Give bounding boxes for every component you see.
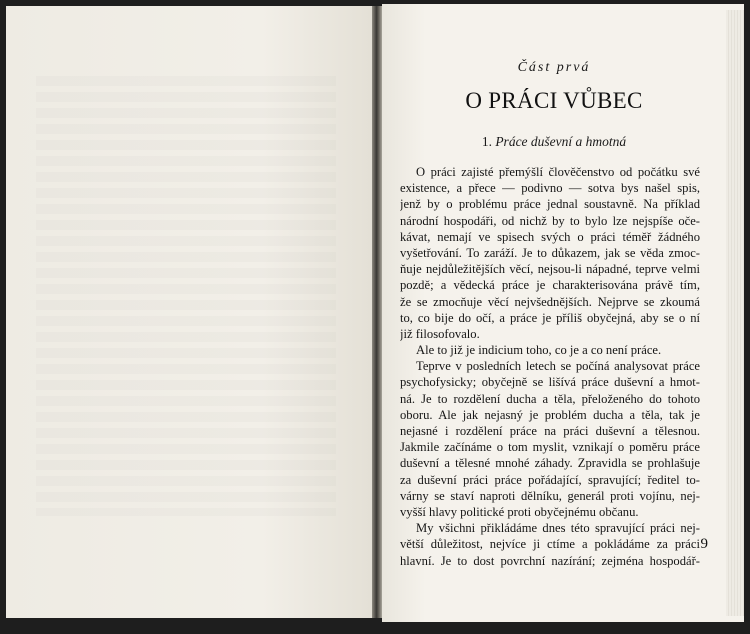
text-line: ňuje nejdůležitějších věcí, nejsou-li nápadné, teprve velmi (400, 262, 700, 277)
text-line: psychofysicky; obyčejně se lišívá práce duševní a hmot- (400, 375, 700, 390)
text-line: to, co bije do očí, a práce je příliš obyčejná, aby se o ní (400, 310, 700, 325)
text-line: hlavní. Je to dost povrchní nazírání; zejména hospodář- (400, 553, 700, 568)
part-title: Část prvá (517, 60, 591, 75)
show-through-texture (36, 76, 336, 516)
book-gutter (372, 6, 382, 618)
text-line: jenž by o problému práce jednal soustavně. Na příklad (400, 197, 700, 212)
text-line: Teprve v posledních letech se počíná analysovat práce (416, 359, 700, 374)
section-number: 1. (481, 134, 492, 149)
section-heading (382, 134, 726, 150)
text-line: vyšetřování. To zaráží. Je to důkazem, jak se věda zmoc- (400, 245, 700, 260)
text-line: vyšší hlavy politické proti obyčejnému občanu. (400, 504, 639, 519)
text-line: O práci zajisté přemýšlí člověčenstvo od počátku své (416, 165, 700, 179)
text-line: kávat, nemají ve spisech svých o práci téměř žádného (400, 229, 700, 244)
text-line: za duševní práci práce pořádající, spravující; ředitel to- (400, 472, 700, 487)
text-line: duševní a tělesné mnohé záhady. Zpravidla se prohlašuje (400, 456, 700, 471)
text-line: pozdě; a vědecká práce je charakterisována právě tím, (400, 278, 700, 293)
text-line: nejasné i rozdělení práce na práci duševní a tělesnou. (400, 424, 700, 439)
section-title: Práce duševní a hmotná (495, 134, 627, 149)
text-line: existence, a přece — podivno — sotva bys našel spis, (400, 181, 700, 196)
chapter-title: O PRÁCI VŮBEC (465, 88, 643, 113)
text-line: Ale to již je indicium toho, co je a co není práce. (416, 343, 662, 358)
page-number: 9 (700, 536, 708, 552)
text-line: My všichni přikládáme dnes této spravující práci nej- (416, 521, 700, 536)
text-line: že se zmocňuje věcí nejvšednějších. Nejprve se zkoumá (400, 294, 700, 309)
body-text (400, 164, 700, 569)
text-line: již filosofovalo. (400, 326, 480, 341)
text-line: větší důležitost, nejvíce ji ctíme a pokládáme za práci (400, 537, 700, 552)
left-page-blank (6, 6, 372, 618)
text-line: várny se staví naproti dělníku, generál proti vojínu, nej- (400, 488, 700, 503)
page-edges (726, 10, 744, 616)
text-line: oboru. Ale jak nejasný je problém ducha a těla, tak je (400, 407, 700, 422)
text-line: národní hospodáři, od nichž by to bylo lze nejspíše oče- (400, 213, 700, 228)
text-line: ná. Je to rozdělení ducha a těla, přeloženého do tohoto (400, 391, 700, 406)
text-line: Jakmile začínáme o tom myslit, vznikají o poměru práce (400, 440, 700, 455)
